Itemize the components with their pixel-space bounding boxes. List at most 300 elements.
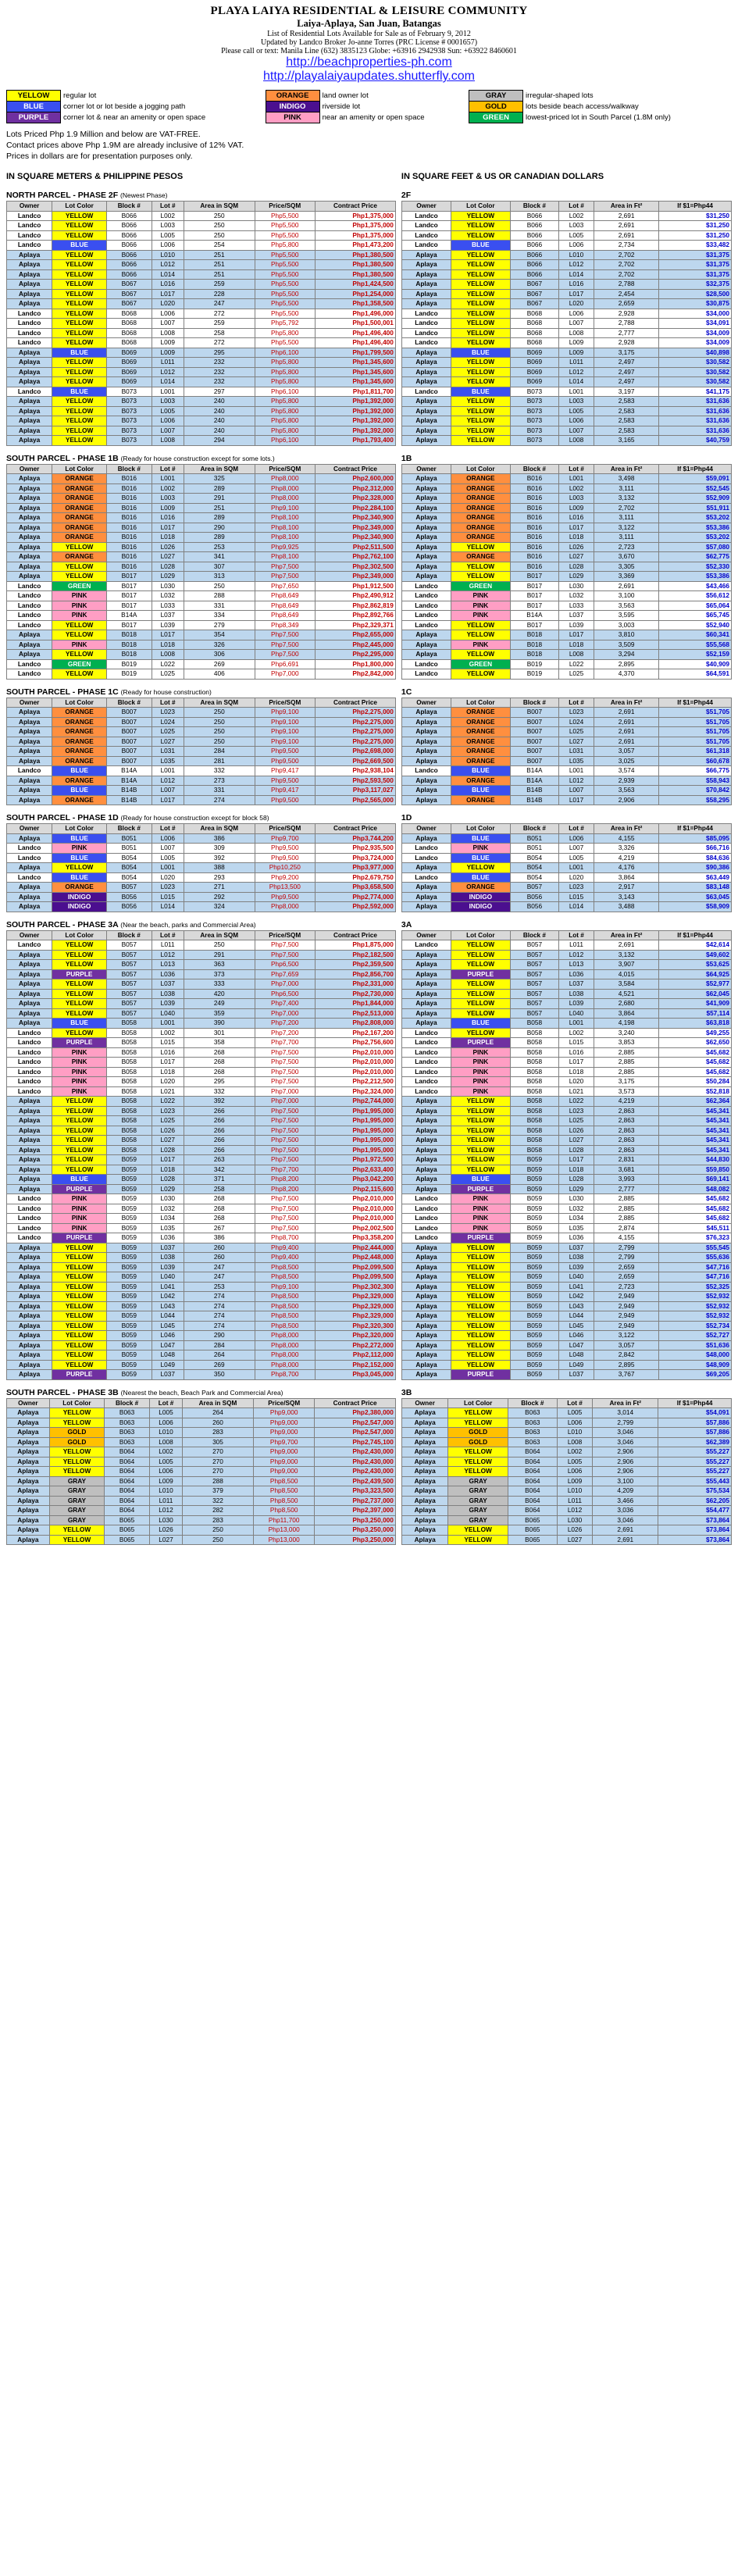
table-row[interactable] (401, 1272, 731, 1283)
table-row[interactable] (401, 299, 731, 309)
table-row[interactable] (401, 1525, 731, 1536)
table-row[interactable] (7, 1106, 396, 1116)
cell-contract-price: Php2,600,000 (316, 474, 396, 484)
table-row[interactable] (401, 717, 731, 727)
cell-lot: L009 (150, 1476, 183, 1486)
table-row[interactable] (401, 552, 731, 562)
cell-lot: L011 (152, 358, 184, 368)
table-row[interactable] (401, 1311, 731, 1322)
cell-lot: L025 (559, 1116, 594, 1126)
table-row[interactable] (7, 572, 396, 582)
table-row[interactable] (401, 416, 731, 426)
table-row[interactable] (7, 950, 396, 960)
table-row[interactable] (7, 221, 396, 231)
cell-price-usd: $55,545 (659, 1243, 732, 1253)
table-row[interactable] (7, 494, 396, 504)
table-row[interactable] (401, 494, 731, 504)
cell-area-sqm: 253 (184, 1282, 255, 1292)
table-row[interactable] (7, 1038, 396, 1048)
table-row[interactable] (401, 1418, 731, 1428)
table-row[interactable] (401, 1496, 731, 1506)
table-row[interactable] (401, 640, 731, 650)
table-row[interactable] (7, 591, 396, 601)
cell-owner: Aplaya (7, 833, 52, 844)
table-row[interactable] (401, 979, 731, 990)
table-row[interactable] (401, 260, 731, 270)
cell-lot-color: PINK (451, 640, 511, 650)
cell-lot-color: YELLOW (451, 1106, 511, 1116)
table-row[interactable] (7, 1515, 396, 1525)
table-row[interactable] (7, 1194, 396, 1204)
table-row[interactable] (7, 902, 396, 912)
table-row[interactable] (401, 1486, 731, 1497)
table-row[interactable] (7, 416, 396, 426)
table-row[interactable] (7, 250, 396, 260)
cell-owner: Aplaya (7, 1019, 52, 1029)
cell-block: B059 (510, 1253, 558, 1263)
table-row[interactable] (7, 1165, 396, 1175)
cell-lot-color: YELLOW (52, 1155, 107, 1165)
table-row[interactable] (7, 280, 396, 290)
table-row[interactable] (401, 503, 731, 513)
table-row[interactable] (7, 999, 396, 1009)
table-row[interactable] (401, 902, 731, 912)
table-row[interactable] (401, 1145, 731, 1155)
table-row[interactable] (401, 650, 731, 660)
table-row[interactable] (401, 863, 731, 873)
cell-owner: Landco (7, 211, 52, 221)
table-row[interactable] (401, 1292, 731, 1302)
cell-price-per-sqm: Php8,100 (255, 533, 316, 543)
table-row[interactable] (7, 523, 396, 533)
table-row[interactable] (401, 591, 731, 601)
cell-contract-price: Php1,375,000 (316, 230, 396, 241)
table-row[interactable] (7, 756, 396, 766)
table-row[interactable] (7, 1145, 396, 1155)
table-row[interactable] (7, 717, 396, 727)
table-row[interactable] (401, 1457, 731, 1467)
table-row[interactable] (7, 853, 396, 863)
table-row[interactable] (401, 1136, 731, 1146)
table-row[interactable] (7, 1047, 396, 1058)
table-row[interactable] (401, 1321, 731, 1331)
table-row[interactable] (7, 503, 396, 513)
table-row[interactable] (401, 1077, 731, 1087)
table-row[interactable] (7, 979, 396, 990)
cell-lot: L008 (559, 328, 594, 338)
table-row[interactable] (7, 1058, 396, 1068)
table-row[interactable] (401, 630, 731, 640)
table-row[interactable] (7, 786, 396, 796)
table-row[interactable] (7, 1428, 396, 1438)
table-row[interactable] (7, 960, 396, 970)
table-row[interactable] (401, 221, 731, 231)
table-row[interactable] (401, 289, 731, 299)
table-row[interactable] (401, 230, 731, 241)
table-row[interactable] (7, 1204, 396, 1214)
table-row[interactable] (7, 436, 396, 446)
table-row[interactable] (401, 1467, 731, 1477)
table-row[interactable] (7, 1272, 396, 1283)
table-row[interactable] (7, 1350, 396, 1361)
table-row[interactable] (401, 1301, 731, 1311)
table-row[interactable] (7, 1008, 396, 1019)
table-row[interactable] (401, 950, 731, 960)
cell-price-per-sqm: Php7,000 (255, 1086, 316, 1097)
table-row[interactable] (7, 727, 396, 737)
table-row[interactable] (7, 406, 396, 416)
table-row[interactable] (7, 669, 396, 680)
cell-area-sqm: 392 (184, 1097, 255, 1107)
cell-contract-price: Php2,762,100 (316, 552, 396, 562)
table-row[interactable] (7, 1028, 396, 1038)
table-row[interactable] (7, 1418, 396, 1428)
table-row[interactable] (401, 377, 731, 387)
col-header-0: Owner (7, 930, 52, 940)
table-row[interactable] (7, 1370, 396, 1380)
table-row[interactable] (401, 1175, 731, 1185)
table-row[interactable] (401, 1515, 731, 1525)
table-row[interactable] (401, 756, 731, 766)
table-row[interactable] (401, 562, 731, 572)
table-row[interactable] (401, 1428, 731, 1438)
table-row[interactable] (401, 426, 731, 436)
table-row[interactable] (7, 1506, 396, 1516)
cell-lot-color: YELLOW (52, 1292, 107, 1302)
table-row[interactable] (401, 1106, 731, 1116)
table-row[interactable] (7, 1408, 396, 1418)
table-row[interactable] (7, 1340, 396, 1350)
table-row[interactable] (401, 960, 731, 970)
table-row[interactable] (7, 630, 396, 640)
cell-area-ft2: 3,132 (594, 950, 658, 960)
table-row[interactable] (7, 611, 396, 621)
table-row[interactable] (401, 669, 731, 680)
cell-block: B016 (510, 542, 558, 552)
table-row[interactable] (401, 1340, 731, 1350)
table-row[interactable] (401, 601, 731, 611)
table-row[interactable] (401, 269, 731, 280)
table-row[interactable] (401, 1008, 731, 1019)
cell-block: B059 (107, 1204, 152, 1214)
table-row[interactable] (7, 513, 396, 523)
table-row[interactable] (7, 1184, 396, 1194)
cell-lot: L010 (152, 250, 184, 260)
table-row[interactable] (401, 853, 731, 863)
table-row[interactable] (401, 883, 731, 893)
table-row[interactable] (7, 1496, 396, 1506)
website-link-1[interactable]: http://beachproperties-ph.com (286, 55, 452, 69)
table-row[interactable] (401, 833, 731, 844)
table-row[interactable] (401, 1282, 731, 1292)
table-row[interactable] (401, 1028, 731, 1038)
cell-owner: Aplaya (401, 989, 451, 999)
table-row[interactable] (7, 1243, 396, 1253)
table-row[interactable] (401, 280, 731, 290)
table-row[interactable] (7, 533, 396, 543)
table-row[interactable] (401, 328, 731, 338)
table-row[interactable] (7, 1253, 396, 1263)
table-row[interactable] (7, 367, 396, 377)
table-row[interactable] (401, 999, 731, 1009)
table-row[interactable] (401, 892, 731, 902)
table-row[interactable] (7, 1097, 396, 1107)
table-row[interactable] (401, 572, 731, 582)
cell-price-usd: $65,064 (659, 601, 732, 611)
table-row[interactable] (7, 309, 396, 319)
table-row[interactable] (401, 1476, 731, 1486)
table-row[interactable] (401, 1233, 731, 1243)
table-row[interactable] (7, 1331, 396, 1341)
website-link-2[interactable]: http://playalaiyaupdates.shutterfly.com (263, 70, 475, 83)
cell-lot: L029 (559, 1184, 594, 1194)
table-row[interactable] (7, 542, 396, 552)
table-row[interactable] (7, 1301, 396, 1311)
table-row[interactable] (7, 1525, 396, 1536)
table-row[interactable] (401, 940, 731, 951)
table-row[interactable] (401, 1370, 731, 1380)
cell-lot: L012 (559, 950, 594, 960)
table-row[interactable] (401, 1126, 731, 1136)
table-row[interactable] (7, 230, 396, 241)
table-row[interactable] (7, 844, 396, 854)
table-row[interactable] (7, 872, 396, 883)
table-row[interactable] (7, 1476, 396, 1486)
table-row[interactable] (7, 260, 396, 270)
cell-block: B069 (510, 358, 558, 368)
table-row[interactable] (7, 1360, 396, 1370)
table-row[interactable] (401, 1360, 731, 1370)
table-row[interactable] (7, 1233, 396, 1243)
table-row[interactable] (401, 1067, 731, 1077)
table-row[interactable] (401, 1214, 731, 1224)
col-header-2: Block # (107, 824, 152, 834)
table-row[interactable] (401, 1086, 731, 1097)
table-row[interactable] (7, 1282, 396, 1292)
table-row[interactable] (401, 1097, 731, 1107)
table-row[interactable] (7, 241, 396, 251)
cell-area-sqm: 341 (184, 552, 255, 562)
table-row[interactable] (7, 650, 396, 660)
table-row[interactable] (401, 659, 731, 669)
cell-block: B054 (510, 853, 558, 863)
table-row[interactable] (7, 1223, 396, 1233)
table-row[interactable] (401, 708, 731, 718)
table-row[interactable] (7, 1292, 396, 1302)
table-row[interactable] (401, 338, 731, 348)
cell-area-sqm: 250 (182, 1535, 253, 1545)
cell-owner: Landco (7, 1233, 52, 1243)
table-row[interactable] (7, 989, 396, 999)
table-row[interactable] (401, 1408, 731, 1418)
cell-contract-price: Php3,658,500 (316, 883, 396, 893)
table-row[interactable] (7, 1067, 396, 1077)
table-row[interactable] (401, 1535, 731, 1545)
table-row[interactable] (7, 358, 396, 368)
table-row[interactable] (7, 289, 396, 299)
table-row[interactable] (7, 426, 396, 436)
table-row[interactable] (7, 1437, 396, 1447)
table-row[interactable] (7, 338, 396, 348)
table-row[interactable] (401, 436, 731, 446)
table-row[interactable] (401, 241, 731, 251)
table-row[interactable] (401, 1331, 731, 1341)
table-row[interactable] (7, 299, 396, 309)
table-row[interactable] (401, 533, 731, 543)
cell-lot-color: ORANGE (451, 474, 511, 484)
table-row[interactable] (401, 1058, 731, 1068)
table-row[interactable] (7, 620, 396, 630)
table-row[interactable] (7, 833, 396, 844)
table-row[interactable] (7, 1467, 396, 1477)
table-row[interactable] (7, 1311, 396, 1322)
cell-area-sqm: 297 (184, 387, 255, 397)
table-row[interactable] (401, 250, 731, 260)
table-row[interactable] (7, 348, 396, 358)
table-row[interactable] (7, 795, 396, 805)
table-row[interactable] (7, 883, 396, 893)
table-row[interactable] (7, 940, 396, 951)
table-row[interactable] (7, 747, 396, 757)
table-row[interactable] (7, 1321, 396, 1331)
table-row[interactable] (7, 776, 396, 786)
table-row[interactable] (401, 1116, 731, 1126)
cell-price-per-sqm: Php9,400 (255, 1243, 316, 1253)
cell-lot: L039 (152, 999, 184, 1009)
table-row[interactable] (401, 737, 731, 747)
cell-price-usd: $52,734 (659, 1321, 732, 1331)
table-row[interactable] (401, 989, 731, 999)
table-row[interactable] (7, 483, 396, 494)
table-row[interactable] (7, 969, 396, 979)
table-row[interactable] (7, 1019, 396, 1029)
table-row[interactable] (7, 1486, 396, 1497)
table-row[interactable] (7, 1262, 396, 1272)
table-row[interactable] (401, 1506, 731, 1516)
table-row[interactable] (7, 1175, 396, 1185)
table-row[interactable] (401, 1165, 731, 1175)
table-row[interactable] (401, 1184, 731, 1194)
table-row[interactable] (401, 611, 731, 621)
table-row[interactable] (401, 1038, 731, 1048)
table-row[interactable] (401, 747, 731, 757)
table-row[interactable] (7, 892, 396, 902)
cell-contract-price: Php1,358,500 (316, 299, 396, 309)
cell-lot: L027 (557, 1535, 592, 1545)
cell-area-ft2: 2,906 (593, 1447, 658, 1457)
table-row[interactable] (401, 1019, 731, 1029)
table-row[interactable] (7, 1447, 396, 1457)
table-row[interactable] (7, 211, 396, 221)
cell-contract-price: Php2,152,000 (316, 1360, 396, 1370)
table-row[interactable] (401, 1253, 731, 1263)
table-row[interactable] (7, 1457, 396, 1467)
table-row[interactable] (401, 1047, 731, 1058)
table-row[interactable] (7, 708, 396, 718)
table-row[interactable] (7, 659, 396, 669)
table-row[interactable] (7, 474, 396, 484)
table-row[interactable] (7, 1155, 396, 1165)
table-row[interactable] (7, 863, 396, 873)
table-row[interactable] (401, 1447, 731, 1457)
table-row[interactable] (7, 737, 396, 747)
cell-price-usd: $83,148 (659, 883, 732, 893)
cell-lot-color: YELLOW (52, 328, 107, 338)
cell-area-sqm: 250 (184, 221, 255, 231)
table-row[interactable] (401, 523, 731, 533)
table-row[interactable] (401, 766, 731, 776)
table-row[interactable] (401, 1243, 731, 1253)
table-row[interactable] (7, 1116, 396, 1126)
table-row[interactable] (401, 211, 731, 221)
table-row[interactable] (7, 377, 396, 387)
table-row[interactable] (401, 1262, 731, 1272)
table-row[interactable] (7, 552, 396, 562)
table-row[interactable] (7, 328, 396, 338)
table-row[interactable] (401, 620, 731, 630)
cell-lot: L017 (152, 1058, 184, 1068)
table-row[interactable] (401, 1223, 731, 1233)
table-row[interactable] (7, 387, 396, 397)
table-row[interactable] (401, 969, 731, 979)
table-row[interactable] (401, 513, 731, 523)
table-row[interactable] (7, 1214, 396, 1224)
table-row[interactable] (7, 640, 396, 650)
cell-lot: L006 (559, 416, 594, 426)
table-row[interactable] (7, 766, 396, 776)
table-row[interactable] (401, 474, 731, 484)
table-row[interactable] (7, 562, 396, 572)
cell-owner: Aplaya (7, 483, 52, 494)
table-row[interactable] (401, 387, 731, 397)
cell-area-sqm: 333 (184, 979, 255, 990)
table-row[interactable] (7, 601, 396, 611)
table-row[interactable] (7, 1535, 396, 1545)
table-row[interactable] (7, 1136, 396, 1146)
table-row[interactable] (401, 358, 731, 368)
table-row[interactable] (401, 309, 731, 319)
table-row[interactable] (401, 795, 731, 805)
cell-lot-color: INDIGO (52, 902, 107, 912)
table-row[interactable] (401, 1350, 731, 1361)
table-row[interactable] (7, 1086, 396, 1097)
table-row[interactable] (401, 581, 731, 591)
table-row[interactable] (401, 1437, 731, 1447)
table-row[interactable] (7, 1126, 396, 1136)
table-row[interactable] (401, 872, 731, 883)
table-row[interactable] (401, 348, 731, 358)
table-row[interactable] (7, 319, 396, 329)
table-row[interactable] (401, 727, 731, 737)
table-row[interactable] (7, 581, 396, 591)
table-row[interactable] (401, 406, 731, 416)
table-row[interactable] (7, 269, 396, 280)
table-row[interactable] (401, 397, 731, 407)
table-row[interactable] (401, 483, 731, 494)
table-row[interactable] (401, 1204, 731, 1214)
table-row[interactable] (401, 542, 731, 552)
table-row[interactable] (401, 319, 731, 329)
table-row[interactable] (7, 1077, 396, 1087)
table-row[interactable] (401, 367, 731, 377)
table-row[interactable] (401, 844, 731, 854)
table-row[interactable] (401, 786, 731, 796)
cell-price-per-sqm: Php9,417 (255, 766, 316, 776)
table-row[interactable] (401, 776, 731, 786)
table-row[interactable] (401, 1155, 731, 1165)
table-row[interactable] (7, 397, 396, 407)
table-row[interactable] (401, 1194, 731, 1204)
